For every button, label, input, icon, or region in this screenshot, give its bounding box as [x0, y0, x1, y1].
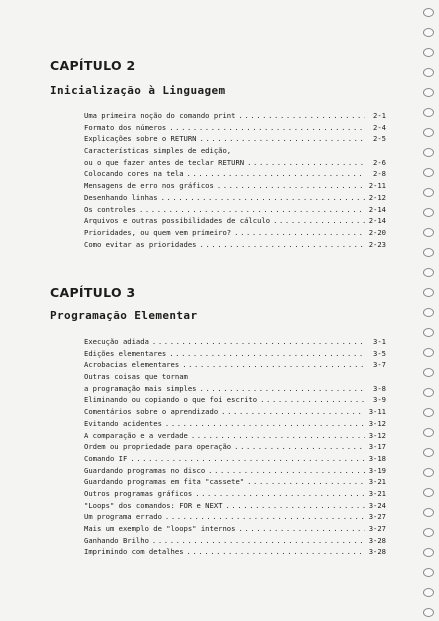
- binding-hole-icon: [423, 88, 434, 97]
- toc-entry-text: Ordem ou propriedade para operação: [84, 442, 232, 452]
- dot-leader: [225, 500, 365, 512]
- toc-entry-page: 2-5: [373, 134, 386, 144]
- toc-entry-text: Comentários sobre o aprendizado: [84, 407, 219, 417]
- toc-entry-text: Mais um exemplo de "loops" internos: [84, 524, 236, 533]
- dot-leader: [200, 239, 365, 251]
- toc-entry-text: Outras coisas que tornam: [84, 372, 188, 382]
- dot-leader: [238, 523, 365, 535]
- binding-hole-icon: [423, 528, 434, 537]
- toc-entry: [84, 371, 386, 383]
- binding-hole-icon: [423, 568, 434, 577]
- binding-hole-icon: [423, 268, 434, 277]
- dot-leader: [161, 192, 365, 204]
- dot-leader: [187, 546, 365, 558]
- toc-entry: [84, 348, 386, 360]
- toc-entry-page: 2-4: [373, 122, 386, 132]
- chapter-3-toc: [84, 336, 386, 558]
- toc-entry: [84, 180, 386, 192]
- binding-hole-icon: [423, 68, 434, 77]
- dot-leader: [247, 157, 365, 169]
- toc-entry-page: 3-21: [368, 488, 386, 498]
- toc-entry-text: Ganhando Brilho: [84, 535, 149, 545]
- dot-leader: [191, 430, 365, 442]
- binding-hole-icon: [423, 608, 434, 617]
- toc-entry-page: 2-14: [368, 216, 386, 226]
- toc-entry: [84, 476, 386, 488]
- dot-leader: [139, 204, 365, 216]
- toc-entry-text: Guardando programas em fita "cassete": [84, 477, 245, 487]
- toc-entry-page: 2-6: [373, 157, 386, 167]
- toc-entry: [84, 535, 386, 547]
- binding-hole-icon: [423, 208, 434, 217]
- toc-entry-text: Colocando cores na tela: [84, 169, 184, 179]
- toc-entry-text: Imprimindo com detalhes: [84, 547, 184, 557]
- dot-leader: [152, 336, 365, 348]
- dot-leader: [195, 488, 365, 500]
- toc-entry: [84, 546, 386, 558]
- toc-entry-text: Guardando programas no disco: [84, 465, 206, 475]
- toc-entry-page: 3-28: [368, 547, 386, 557]
- binding-hole-icon: [423, 348, 434, 357]
- toc-entry-text: Eliminando ou copiando o que foi escrito: [84, 395, 258, 405]
- binding-hole-icon: [423, 128, 434, 137]
- toc-entry: [84, 430, 386, 442]
- toc-entry: [84, 453, 386, 465]
- binding-hole-icon: [423, 508, 434, 517]
- toc-entry-text: Uma primeira noção do comando print: [84, 111, 236, 120]
- binding-hole-icon: [423, 548, 434, 557]
- toc-entry-text: a programação mais simples: [84, 383, 197, 393]
- toc-entry-text: Como evitar as prioridades: [84, 239, 197, 249]
- toc-entry-page: 3-11: [368, 407, 386, 417]
- binding-hole-icon: [423, 188, 434, 197]
- chapter-2-label: CAPÍTULO 2: [50, 58, 136, 73]
- toc-entry: [84, 523, 386, 535]
- toc-entry: [84, 215, 386, 227]
- dot-leader: [169, 348, 365, 360]
- toc-entry-text: A comparação e a verdade: [84, 430, 188, 440]
- toc-entry: [84, 488, 386, 500]
- dot-leader: [165, 511, 365, 523]
- toc-entry: [84, 336, 386, 348]
- toc-entry-text: Explicações sobre o RETURN: [84, 134, 197, 144]
- chapter-3-title: Programação Elementar: [50, 309, 198, 322]
- toc-entry-text: Mensagens de erro nos gráficos: [84, 181, 214, 191]
- binding-hole-icon: [423, 288, 434, 297]
- toc-entry-page: 2-11: [368, 181, 386, 191]
- binding-hole-icon: [423, 588, 434, 597]
- binding-hole-icon: [423, 228, 434, 237]
- toc-entry-text: Desenhando linhas: [84, 192, 158, 202]
- dot-leader: [234, 227, 365, 239]
- toc-entry-page: 3-9: [373, 395, 386, 405]
- toc-entry-text: Prioridades, ou quem vem primeiro?: [84, 227, 232, 237]
- toc-entry-page: 3-8: [373, 383, 386, 393]
- toc-entry: [84, 227, 386, 239]
- toc-entry-text: Os controles: [84, 204, 136, 214]
- toc-entry-page: 2-1: [373, 111, 386, 120]
- toc-entry-text: "Loops" dos comandos: FOR e NEXT: [84, 500, 223, 510]
- dot-leader: [152, 535, 365, 547]
- toc-entry: [84, 441, 386, 453]
- toc-entry-page: 2-14: [368, 204, 386, 214]
- toc-entry-page: 3-17: [368, 442, 386, 452]
- toc-entry: [84, 394, 386, 406]
- toc-entry-page: 3-21: [368, 477, 386, 487]
- toc-entry-text: Outros programas gráficos: [84, 488, 193, 498]
- toc-entry-text: Edições elementares: [84, 348, 167, 358]
- dot-leader: [260, 394, 365, 406]
- binding-hole-icon: [423, 448, 434, 457]
- chapter-3-label: CAPÍTULO 3: [50, 285, 136, 300]
- toc-entry-text: Acrobacias elementares: [84, 360, 180, 370]
- dot-leader: [200, 133, 365, 145]
- dot-leader: [130, 453, 365, 465]
- binding-hole-icon: [423, 488, 434, 497]
- dot-leader: [221, 406, 365, 418]
- dot-leader: [273, 215, 365, 227]
- toc-entry: [84, 110, 386, 122]
- toc-entry-text: Arquivos e outras possibilidades de cálculo: [84, 216, 271, 226]
- toc-entry: [84, 511, 386, 523]
- toc-entry: [84, 204, 386, 216]
- toc-entry: [84, 418, 386, 430]
- dot-leader: [234, 441, 365, 453]
- toc-entry-text: Comando IF: [84, 453, 128, 463]
- toc-entry-text: ou o que fazer antes de teclar RETURN: [84, 157, 245, 167]
- dot-leader: [208, 465, 365, 477]
- binding-hole-icon: [423, 408, 434, 417]
- toc-entry: [84, 239, 386, 251]
- binding-hole-icon: [423, 248, 434, 257]
- toc-entry-text: Características simples de edição,: [84, 146, 232, 156]
- dot-leader: [187, 168, 365, 180]
- binding-hole-icon: [423, 368, 434, 377]
- toc-entry: [84, 122, 386, 134]
- toc-entry-page: 2-12: [368, 192, 386, 202]
- dot-leader: [238, 110, 365, 122]
- toc-entry-text: Evitando acidentes: [84, 418, 162, 428]
- binding-hole-icon: [423, 388, 434, 397]
- dot-leader: [182, 359, 365, 371]
- binding-hole-icon: [423, 308, 434, 317]
- toc-entry-page: 3-27: [368, 512, 386, 522]
- toc-entry-page: 3-1: [373, 337, 386, 346]
- toc-entry: [84, 383, 386, 395]
- toc-entry-page: 3-12: [368, 418, 386, 428]
- toc-entry-page: 2-8: [373, 169, 386, 179]
- toc-entry-page: 3-28: [368, 535, 386, 545]
- binding-hole-icon: [423, 108, 434, 117]
- binding-hole-icon: [423, 168, 434, 177]
- toc-entry: [84, 192, 386, 204]
- toc-entry: [84, 465, 386, 477]
- toc-entry: [84, 500, 386, 512]
- dot-leader: [169, 122, 365, 134]
- toc-entry-page: 3-19: [368, 465, 386, 475]
- toc-entry-page: 3-7: [373, 360, 386, 370]
- dot-leader: [217, 180, 365, 192]
- dot-leader: [247, 476, 365, 488]
- toc-entry: [84, 145, 386, 157]
- toc-entry: [84, 157, 386, 169]
- dot-leader: [165, 418, 365, 430]
- toc-entry: [84, 133, 386, 145]
- chapter-2-title: Inicialização à Linguagem: [50, 84, 226, 97]
- toc-entry-page: 3-24: [368, 500, 386, 510]
- toc-entry-page: 2-20: [368, 227, 386, 237]
- binding-hole-icon: [423, 468, 434, 477]
- toc-entry: [84, 168, 386, 180]
- toc-entry: [84, 406, 386, 418]
- binding-hole-icon: [423, 48, 434, 57]
- toc-entry-page: 2-23: [368, 239, 386, 249]
- toc-entry-page: 3-12: [368, 430, 386, 440]
- binding-hole-icon: [423, 28, 434, 37]
- toc-entry-text: Um programa errado: [84, 512, 162, 522]
- toc-entry: [84, 359, 386, 371]
- binding-hole-icon: [423, 148, 434, 157]
- toc-entry-text: Execução adiada: [84, 337, 149, 346]
- binding-hole-icon: [423, 428, 434, 437]
- binding-hole-icon: [423, 8, 434, 17]
- dot-leader: [200, 383, 365, 395]
- toc-entry-page: 3-18: [368, 453, 386, 463]
- spiral-binding: [416, 0, 439, 621]
- binding-hole-icon: [423, 328, 434, 337]
- toc-entry-page: 3-27: [368, 524, 386, 533]
- toc-entry-page: 3-5: [373, 348, 386, 358]
- toc-entry-text: Formato dos números: [84, 122, 167, 132]
- chapter-2-toc: [84, 110, 386, 250]
